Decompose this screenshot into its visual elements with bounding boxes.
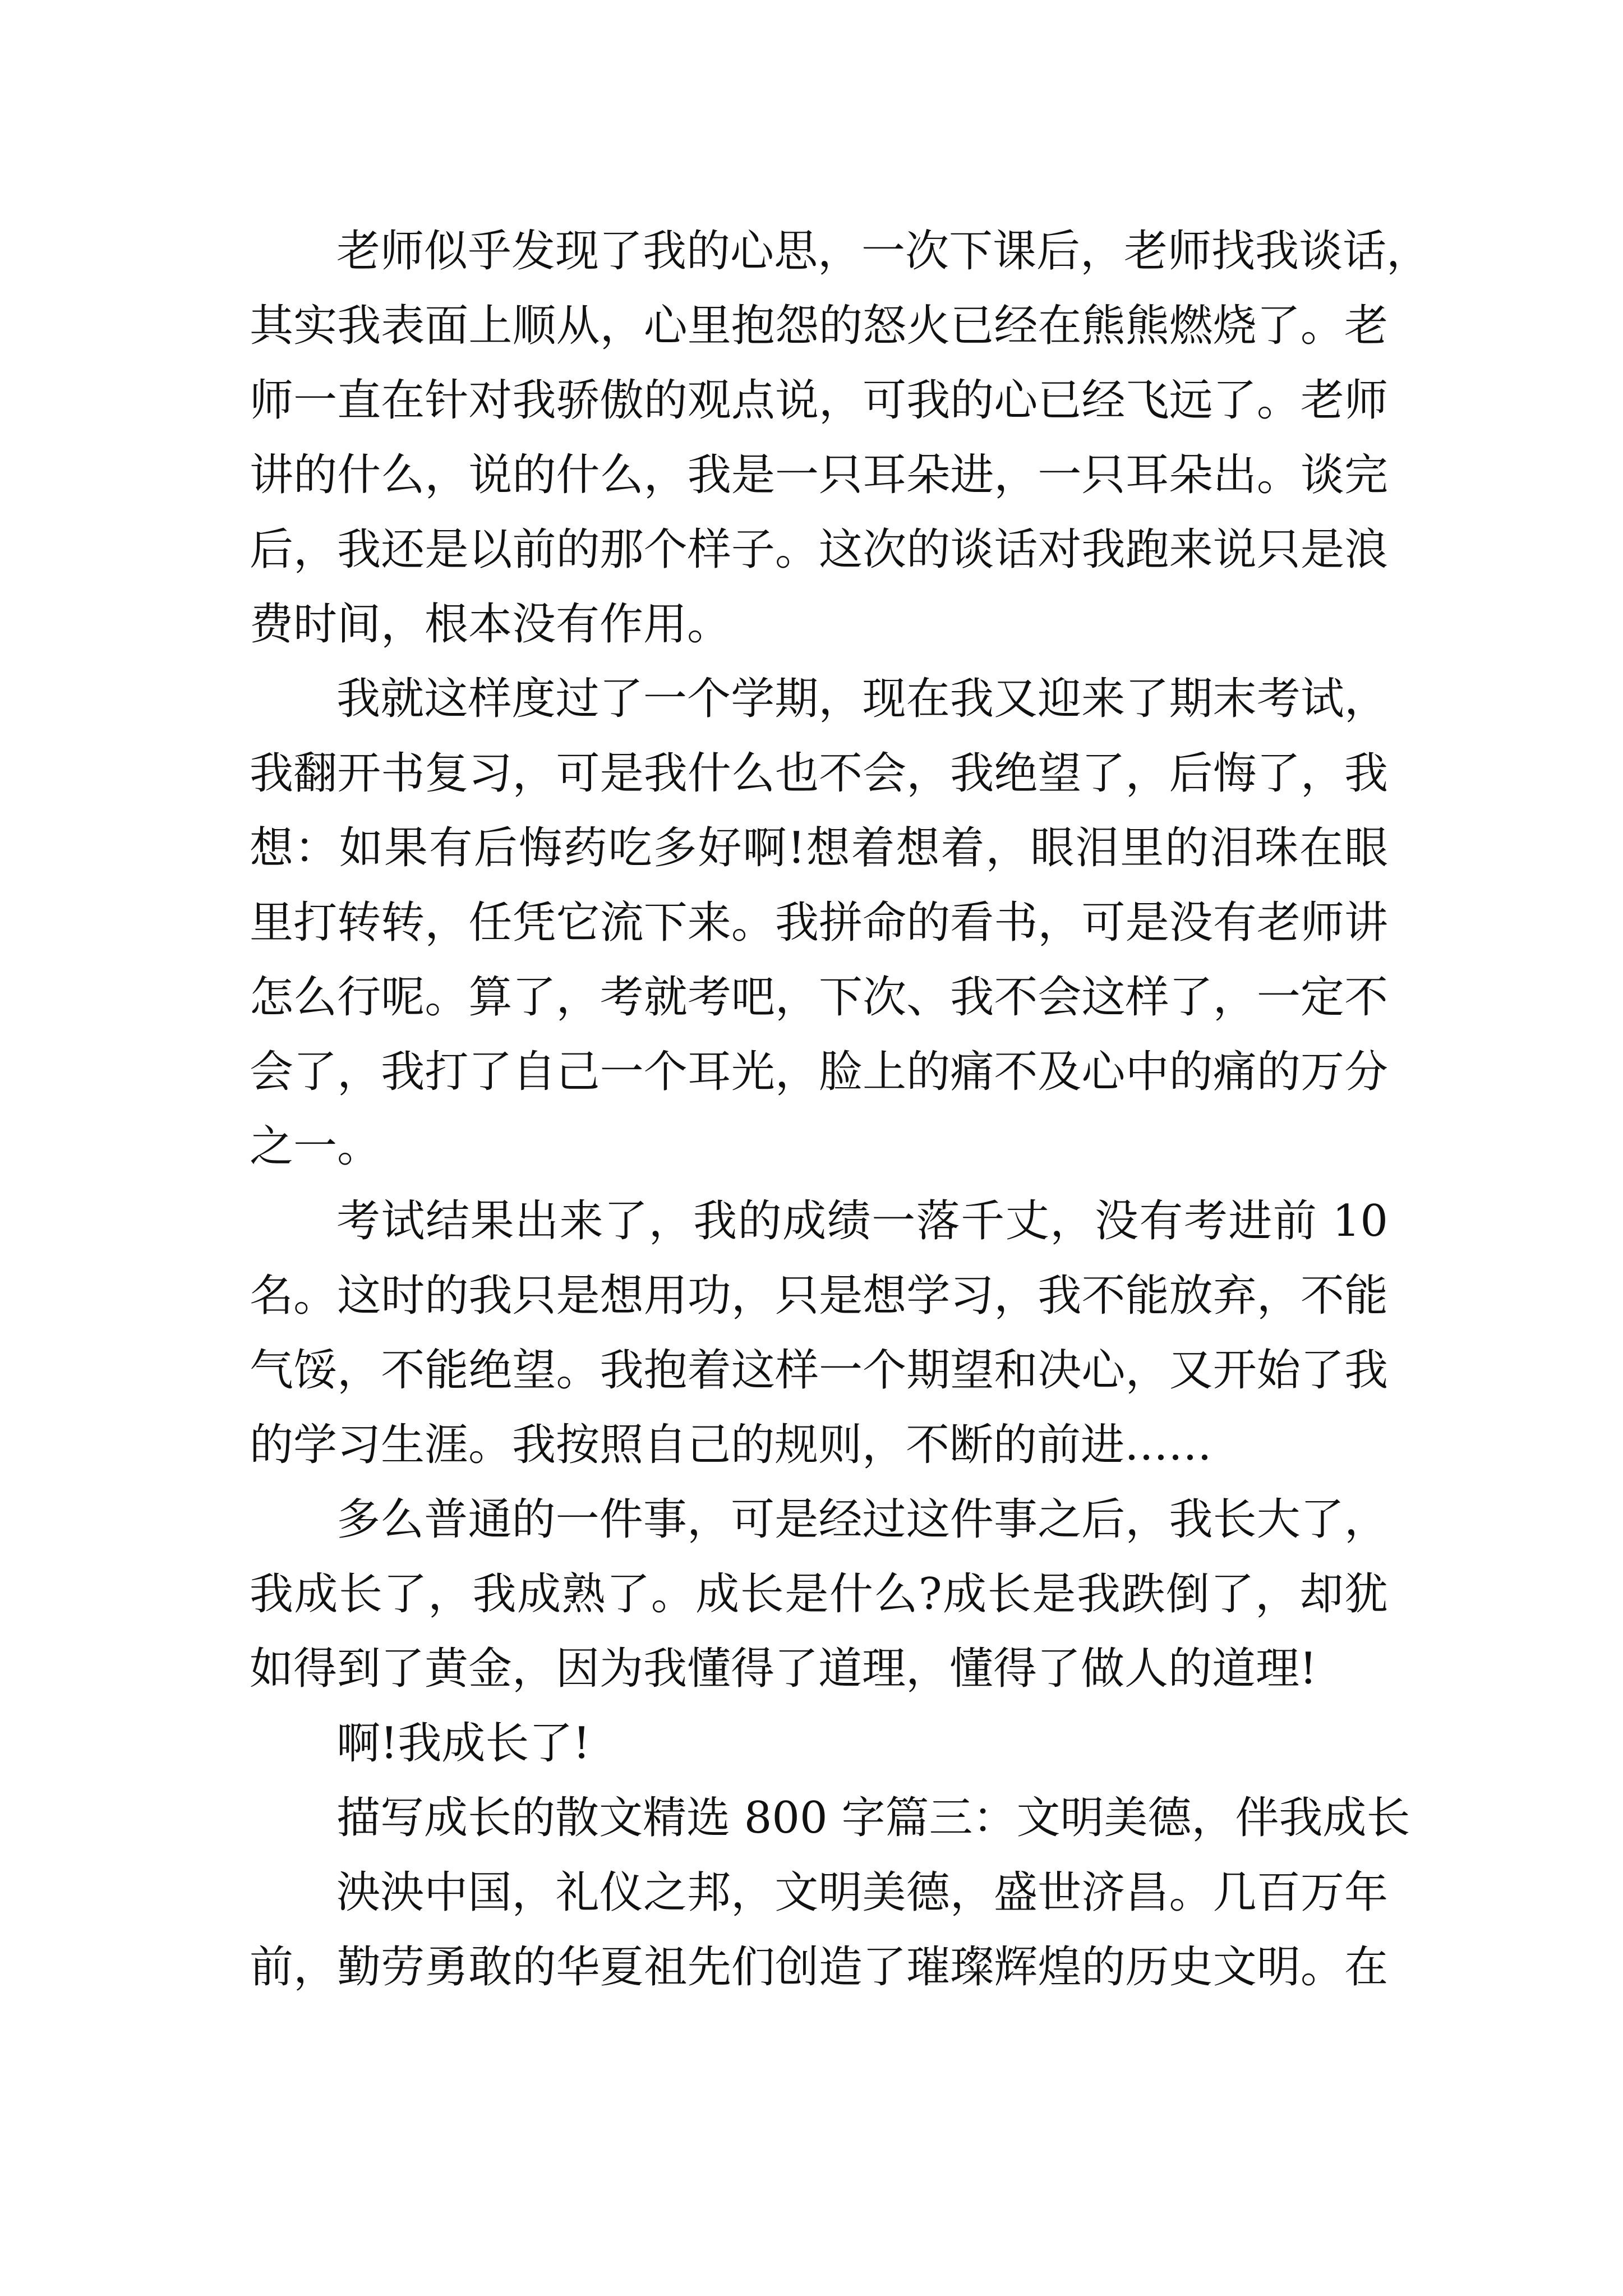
paragraph-line: 前，勤劳勇敢的华夏祖先们创造了璀璨辉煌的历史文明。在 [250, 1942, 1388, 1993]
paragraph-line: 啊!我成长了! [336, 1718, 591, 1769]
paragraph-line: 名。这时的我只是想用功，只是想学习，我不能放弃，不能 [250, 1271, 1388, 1321]
paragraph-line: 我就这样度过了一个学期，现在我又迎来了期末考试， [336, 674, 1388, 724]
paragraph-line: 师一直在针对我骄傲的观点说，可我的心已经飞远了。老师 [250, 375, 1388, 426]
paragraph-line: 我成长了，我成熟了。成长是什么?成长是我跌倒了，却犹 [250, 1569, 1388, 1619]
paragraph-line: 泱泱中国，礼仪之邦，文明美德，盛世济昌。几百万年 [336, 1867, 1388, 1918]
paragraph-line: 的学习生涯。我按照自己的规则，不断的前进…… [250, 1420, 1212, 1470]
paragraph-line: 里打转转，任凭它流下来。我拼命的看书，可是没有老师讲 [250, 898, 1388, 948]
paragraph-line: 后，我还是以前的那个样子。这次的谈话对我跑来说只是浪 [250, 524, 1388, 575]
section-heading: 描写成长的散文精选 800 字篇三：文明美德，伴我成长 [336, 1793, 1410, 1843]
paragraph-line: 如得到了黄金，因为我懂得了道理，懂得了做人的道理! [250, 1644, 1317, 1694]
paragraph-line: 我翻开书复习，可是我什么也不会，我绝望了，后悔了，我 [250, 748, 1388, 799]
paragraph-line: 费时间，根本没有作用。 [250, 599, 731, 650]
paragraph-line: 气馁，不能绝望。我抱着这样一个期望和决心，又开始了我 [250, 1345, 1388, 1396]
paragraph-line: 考试结果出来了，我的成绩一落千丈，没有考进前 10 [336, 1196, 1388, 1246]
paragraph-line: 之一。 [250, 1121, 381, 1172]
paragraph-line: 老师似乎发现了我的心思，一次下课后，老师找我谈话， [336, 226, 1431, 277]
paragraph-line: 多么普通的一件事，可是经过这件事之后，我长大了， [336, 1494, 1388, 1545]
paragraph-line: 会了，我打了自己一个耳光，脸上的痛不及心中的痛的万分 [250, 1047, 1388, 1097]
paragraph-line: 想：如果有后悔药吃多好啊!想着想着，眼泪里的泪珠在眼 [250, 823, 1388, 873]
paragraph-line: 讲的什么，说的什么，我是一只耳朵进，一只耳朵出。谈完 [250, 450, 1388, 500]
paragraph-line: 其实我表面上顺从，心里抱怨的怒火已经在熊熊燃烧了。老 [250, 301, 1388, 351]
paragraph-line: 怎么行呢。算了，考就考吧，下次、我不会这样了，一定不 [250, 972, 1388, 1023]
